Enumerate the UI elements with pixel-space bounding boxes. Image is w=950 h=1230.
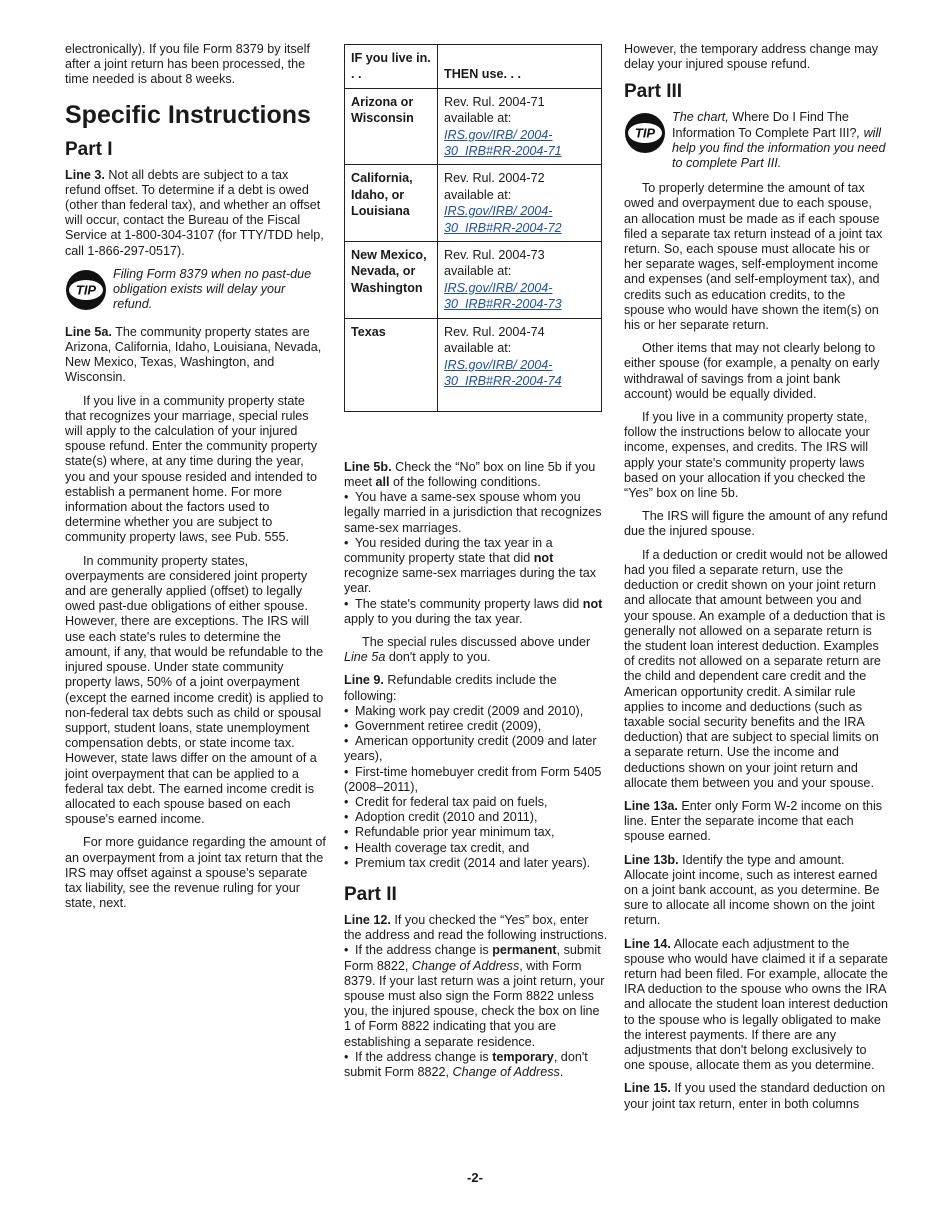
ruling-text: Rev. Rul. 2004-72 available at: <box>444 171 545 202</box>
ruling-text: Rev. Rul. 2004-71 available at: <box>444 94 545 126</box>
line-5b-paragraph <box>344 460 608 490</box>
column-middle <box>344 44 608 1080</box>
irb-link[interactable]: IRS.gov/IRB/ 2004-30_IRB#RR-2004-71 <box>444 127 562 159</box>
emphasis: not <box>533 550 554 565</box>
tip-text: Filing Form 8379 when no past-due obligation exists will delay your refund. <box>113 266 312 312</box>
line-13b-paragraph <box>624 853 888 929</box>
line-text: If you checked the “Yes” box, enter the address and read the following instructions. <box>344 912 608 943</box>
column-right <box>624 42 888 1120</box>
chart-reference: Where Do I Find The Information To Complete Part III? <box>672 110 857 140</box>
text: don't apply to you. <box>385 650 491 665</box>
list-item: • Credit for federal tax paid on fuels, <box>344 794 548 809</box>
list-item: • Making work pay credit (2009 and 2010), <box>344 703 584 718</box>
bullet-item: • If the address change is temporary, don't submit Form 8822, Change of Address. <box>344 1049 588 1079</box>
tip-box <box>65 267 327 315</box>
table-cell-ruling <box>438 165 602 242</box>
emphasis: permanent <box>492 943 557 958</box>
emphasis: temporary <box>492 1049 554 1064</box>
table-cell-ruling <box>438 88 602 165</box>
heading-part-3: Part III <box>624 81 683 103</box>
table-row <box>345 318 602 411</box>
table-cell-state: Arizona or Wisconsin <box>345 88 438 165</box>
paragraph: If you live in a community property state, follow the instructions below to allocate your income, expenses, and credits. The IRS will apply your state's community property laws based on your allocation if you checked the “Yes” box on line 5b. <box>624 410 870 501</box>
list-item: • Health coverage tax credit, and <box>344 840 530 855</box>
bullet-item: • You resided during the tax year in a community property state that did not recognize same-sex marriages during the tax year. <box>344 535 596 596</box>
tip-box <box>624 110 888 171</box>
ruling-text: Rev. Rul. 2004-74 available at: <box>444 324 545 356</box>
line-text: Check the “No” box on line 5b if you meet <box>344 459 596 489</box>
credits-list <box>344 704 608 871</box>
paragraph: For more guidance regarding the amount of an overpayment from a joint tax return that the IRS may offset against a spouse's separate tax liability, see the revenue ruling for your state, next. <box>65 835 326 911</box>
line-label: Line 9. <box>344 673 384 688</box>
list-item: • Government retiree credit (2009), <box>344 718 542 733</box>
line-15-paragraph <box>624 1081 888 1111</box>
line-label: Line 3. <box>65 167 105 182</box>
line-text: Identify the type and amount. Allocate joint income, such as interest earned on a joint bank account, as you determine. Be sure to allocate all income shown on the joint return. <box>624 852 880 928</box>
heading-part-1: Part I <box>65 138 113 160</box>
list-item: • Premium tax credit (2014 and later years). <box>344 855 591 870</box>
tip-icon <box>65 269 107 311</box>
paragraph: electronically). If you file Form 8379 by itself after a joint return has been processed, the time needed is about 8 weeks. <box>65 42 310 87</box>
bullet-item: • If the address change is permanent, submit Form 8822, Change of Address, with Form 8379. If your last return was a joint return, your spouse must also sign the Form 8822 unless you, the injured spouse, check the box on line 1 of Form 8822 indicating that you are establishing a separate residence. <box>344 943 605 1049</box>
line-3-paragraph <box>65 168 327 259</box>
line-9-paragraph <box>344 673 608 703</box>
paragraph: To properly determine the amount of tax owed and overpayment due to each spouse, an allocation must be made as if each spouse filed a separate tax return instead of a joint tax return. So, each spouse must allocate his or her separate wages, self-employment income and expenses (and self-employment tax), and credits such as education credits, to the spouse who would have shown the item(s) on his or her separate return. <box>624 181 883 333</box>
tip-icon-label: TIP <box>75 282 97 298</box>
paragraph: If you live in a community property state that recognizes your marriage, special rules will apply to the calculation of your injured spouse refund. Enter the community property state(s) where, at any time during the year, you and your spouse resided and intended to establish a permanent home. For more information about the factors used to determine whether you are subject to community property laws, see Pub. 555. <box>65 393 318 545</box>
table-cell-ruling <box>438 242 602 319</box>
bullet-text: The state's community property laws did <box>355 596 583 611</box>
bullet-item: • You have a same-sex spouse whom you legally married in a jurisdiction that recognizes same-sex marriages. <box>344 490 602 535</box>
line-text: If you used the standard deduction on your joint tax return, enter in both columns <box>624 1081 886 1111</box>
table-header-cell: THEN use. . . <box>438 45 602 89</box>
form-title: Change of Address <box>411 958 520 973</box>
table-header-row <box>345 45 602 89</box>
table-cell-state: California, Idaho, or Louisiana <box>345 165 438 242</box>
table-row <box>345 165 602 242</box>
heading-part-2: Part II <box>344 883 397 905</box>
tip-icon-label: TIP <box>634 125 656 141</box>
line-text: Allocate each adjustment to the spouse who would have claimed it if a separate return had been filed. For example, allocate the IRA deduction to the spouse who owns the IRA and allocate the student loan interest deduction to the spouse who is legally obligated to make the interest payments. If there are any adjustments that don't belong exclusively to one spouse, allocate them as you determine. <box>624 936 888 1073</box>
tip-text: , will help you find the information you need to complete Part III. <box>672 125 886 171</box>
table-cell-state: New Mexico, Nevada, or Washington <box>345 242 438 319</box>
list-item: • Refundable prior year minimum tax, <box>344 825 555 840</box>
line-label: Line 13a. <box>624 798 678 813</box>
irb-link[interactable]: IRS.gov/IRB/ 2004-30_IRB#RR-2004-73 <box>444 280 562 312</box>
table-row <box>345 88 602 165</box>
line-label: Line 15. <box>624 1081 671 1096</box>
line-12-paragraph <box>344 913 608 943</box>
line-14-paragraph <box>624 937 888 1074</box>
bullet-text: You have a same-sex spouse whom you legally married in a jurisdiction that recognizes same-sex marriages. <box>344 490 602 535</box>
tip-icon <box>624 112 666 154</box>
revenue-ruling-table <box>344 44 602 412</box>
line-text: Refundable credits include the following: <box>344 673 557 703</box>
irb-link[interactable]: IRS.gov/IRB/ 2004-30_IRB#RR-2004-74 <box>444 357 562 388</box>
bullet-text: recognize same-sex marriages during the tax year. <box>344 566 596 596</box>
line-label: Line 12. <box>344 912 391 927</box>
heading-specific-instructions: Specific Instructions <box>65 100 311 129</box>
list-item: • First-time homebuyer credit from Form 5405 (2008–2011), <box>344 764 602 794</box>
line-5a-paragraph <box>65 325 327 386</box>
paragraph: In community property states, overpayments are considered joint property and are generally applied (offset) to legally owed past-due obligations of either spouse. However, there are exceptions. The IRS will use each state's rules to determine the amount, if any, that would be refundable to the injured spouse. Under state community property laws, 50% of a joint overpayment (except the earned income credit) is applied to non-federal tax debts such as child or spousal support, student loans, state unemployment compensation debts, or state income tax. However, state laws differ on the amount of a joint overpayment that can be applied to a federal tax debt. The earned income credit is allocated to each spouse based on each spouse's earned income. <box>65 553 324 827</box>
line-label: Line 5b. <box>344 459 392 474</box>
table-cell-state: Texas <box>345 318 438 411</box>
line-text: Not all debts are subject to a tax refund offset. To determine if a debt is owed (other than federal tax), and whether an offset will occur, contact the Bureau of the Fiscal Service at 1-800-304-3107 (for TTY/TDD help, call 1-866-297-0517). <box>65 167 324 258</box>
line-label: Line 14. <box>624 936 671 951</box>
line-text: The community property states are Arizona, California, Idaho, Louisiana, Nevada, New Mexico, Texas, Washington, and Wisconsin. <box>65 324 322 385</box>
table-cell-ruling <box>438 318 602 411</box>
emphasis: Line 5a <box>344 650 386 665</box>
ruling-text: Rev. Rul. 2004-73 available at: <box>444 248 545 279</box>
line-text: of the following conditions. <box>389 474 541 489</box>
line-label: Line 13b. <box>624 852 679 867</box>
irb-link[interactable]: IRS.gov/IRB/ 2004-30_IRB#RR-2004-72 <box>444 204 562 235</box>
line-13a-paragraph <box>624 799 888 845</box>
form-title: Change of Address <box>452 1065 560 1079</box>
list-item: • Adoption credit (2010 and 2011), <box>344 810 538 825</box>
list-item: • American opportunity credit (2009 and later years), <box>344 734 597 764</box>
bullet-text: You resided during the tax year in a community property state that did <box>344 535 553 565</box>
emphasis: not <box>582 596 603 611</box>
paragraph: However, the temporary address change may delay your injured spouse refund. <box>624 42 879 72</box>
tip-text: The chart, <box>672 110 733 125</box>
page-number: -2- <box>467 1170 483 1185</box>
bullet-item: • The state's community property laws did not apply to you during the tax year. <box>344 596 603 626</box>
text: The special rules discussed above under <box>362 634 591 649</box>
paragraph <box>344 635 608 665</box>
line-text: Enter only Form W-2 income on this line. Enter the separate income that each spouse earned. <box>624 798 883 844</box>
table-row <box>345 242 602 319</box>
emphasis: all <box>375 474 390 489</box>
paragraph: Other items that may not clearly belong to either spouse (for example, a penalty on early withdrawal of savings from a joint bank account) would be equally divided. <box>624 341 880 401</box>
paragraph: The IRS will figure the amount of any refund due the injured spouse. <box>624 509 888 539</box>
line-label: Line 5a. <box>65 324 112 339</box>
column-left <box>65 42 327 919</box>
bullet-text: apply to you during the tax year. <box>344 611 523 626</box>
table-header-cell: IF you live in. . . <box>345 45 438 89</box>
paragraph: If a deduction or credit would not be allowed had you filed a separate return, use the deduction or credit shown on your joint return and allocate that amount between you and your spouse. An example of a deduction that is generally not allowed on a separate return is the student loan interest deduction. Examples of credits not allowed on a separate return are the child and dependent care credit and the American opportunity credit. A similar rule applies to income and deductions (such as taxable social security benefits and the IRA deduction) that are subject to special limits on a separate return. Use the income and deductions shown on your joint return and allocate them between you and your spouse. <box>624 547 888 790</box>
